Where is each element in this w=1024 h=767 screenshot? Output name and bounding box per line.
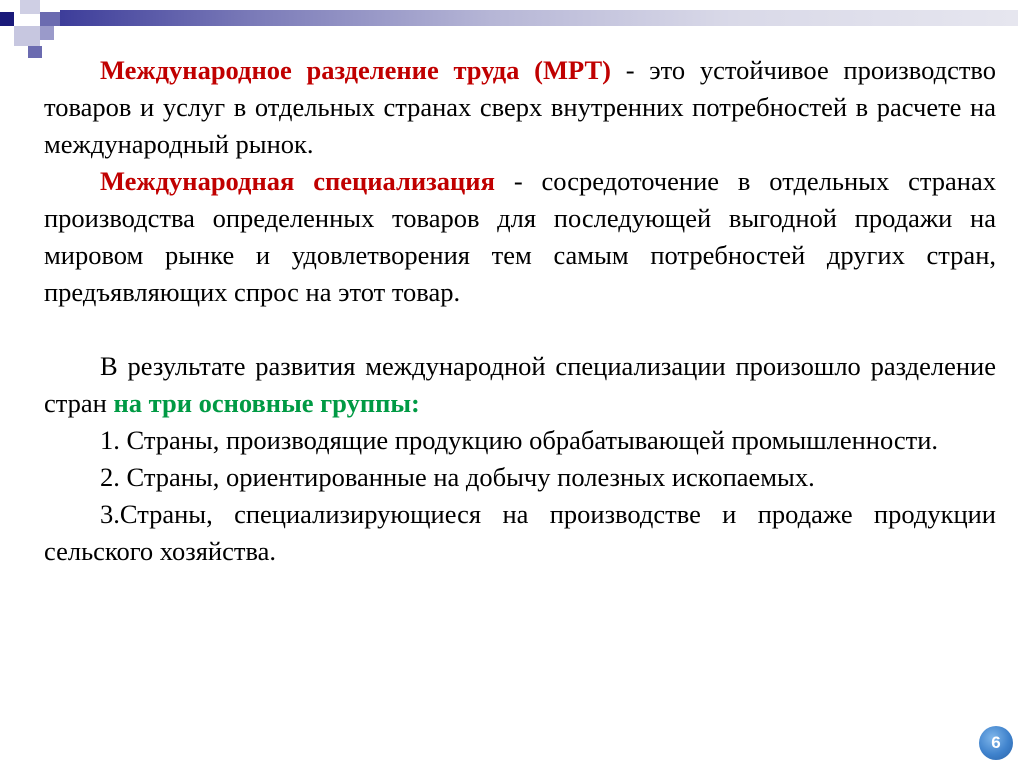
paragraph-spacer [44, 311, 996, 348]
deco-square [14, 26, 40, 46]
groups-intro-text: В результате развития международной специализации произошло разделение стран [44, 351, 996, 418]
deco-square [20, 0, 40, 14]
term-mrt: Международное разделение труда (МРТ) [100, 55, 611, 85]
deco-square [40, 26, 54, 40]
definition-mrt [44, 52, 996, 163]
definition-specialization [44, 163, 996, 311]
group-item-3: 3.Страны, специализирующиеся на производстве и продаже продукции сельского хозяйства. [44, 499, 996, 566]
term-specialization: Международная специализация [100, 166, 495, 196]
group-item-2: 2. Страны, ориентированные на добычу полезных ископаемых. [100, 462, 815, 492]
page-number-badge: 6 [979, 726, 1013, 760]
definition-mrt-text: - это устойчивое производство товаров и услуг в отдельных странах сверх внутренних потребностей в расчете на международный рынок. [44, 55, 996, 159]
definition-specialization-text: - сосредоточение в отдельных странах производства определенных товаров для последующей выгодной продажи на мировом рынке и удовлетворения тем самым потребностей других стран, предъявляющих спрос на этот товар. [44, 166, 996, 307]
groups-intro [44, 348, 996, 422]
header-gradient-bar [60, 10, 1018, 26]
deco-square [28, 46, 42, 58]
deco-square [0, 12, 14, 26]
slide-body [44, 52, 996, 570]
groups-highlight: на три основные группы: [113, 388, 420, 418]
deco-square [40, 12, 60, 26]
group-item-1: 1. Страны, производящие продукцию обрабатывающей промышленности. [100, 425, 939, 455]
